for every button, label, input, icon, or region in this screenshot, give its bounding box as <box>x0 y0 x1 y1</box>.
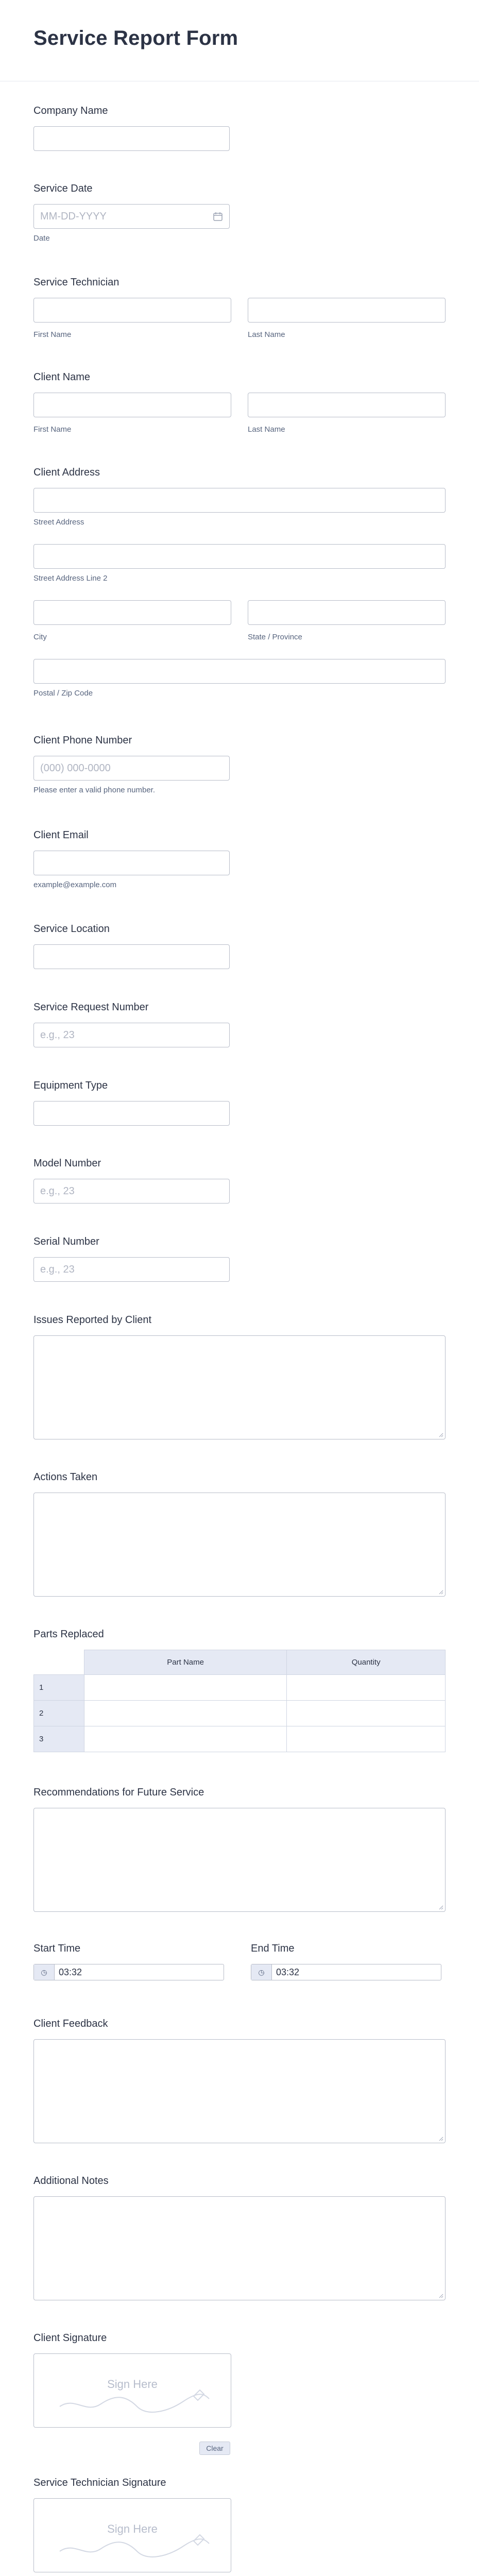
state-input[interactable] <box>248 600 446 625</box>
clock-icon: ◷ <box>251 1964 272 1980</box>
start-time-field <box>33 1943 224 1980</box>
service-date-placeholder: MM-DD-YYYY <box>40 211 107 222</box>
client-name-label: Client Name <box>33 371 91 383</box>
client-signature-field <box>33 2332 446 2452</box>
service-date-label: Service Date <box>33 183 93 194</box>
technician-first-name-sublabel: First Name <box>33 330 72 339</box>
recommendations-field <box>33 1787 446 1912</box>
additional-notes-field <box>33 2175 446 2300</box>
issues-reported-field <box>33 1314 446 1439</box>
client-signature-pad[interactable] <box>33 2353 231 2428</box>
resize-handle-icon[interactable] <box>438 1905 443 1910</box>
resize-handle-icon[interactable] <box>438 2293 443 2298</box>
recommendations-textarea[interactable] <box>33 1808 446 1912</box>
company-name-field <box>33 105 446 151</box>
column-header: Part Name <box>84 1650 287 1675</box>
client-address-field <box>33 467 446 698</box>
end-time-field <box>251 1943 441 1980</box>
parts-replaced-label: Parts Replaced <box>33 1629 104 1640</box>
actions-taken-field <box>33 1471 446 1597</box>
part-name-cell[interactable] <box>84 1701 287 1726</box>
client-signature-label: Client Signature <box>33 2332 107 2344</box>
client-first-name-input[interactable] <box>33 393 231 417</box>
company-name-input[interactable] <box>33 126 230 151</box>
row-header: 3 <box>34 1726 84 1752</box>
client-address-label: Client Address <box>33 467 100 478</box>
client-email-input[interactable] <box>33 851 230 875</box>
sign-here-placeholder: Sign Here <box>107 2378 158 2391</box>
service-request-number-input[interactable] <box>33 1023 230 1047</box>
form-title: Service Report Form <box>33 27 238 49</box>
serial-number-placeholder: e.g., 23 <box>40 1264 75 1275</box>
technician-label: Service Technician <box>33 277 119 288</box>
quantity-cell[interactable] <box>287 1726 446 1752</box>
equipment-type-field <box>33 1080 446 1126</box>
serial-number-input[interactable] <box>33 1257 230 1282</box>
start-time-input[interactable] <box>33 1964 224 1980</box>
parts-replaced-field <box>33 1629 446 1752</box>
client-last-name-sublabel: Last Name <box>248 425 285 434</box>
calendar-icon[interactable] <box>213 211 223 222</box>
signature-scribble-icon <box>55 2531 214 2562</box>
service-date-sublabel: Date <box>33 234 50 243</box>
client-feedback-label: Client Feedback <box>33 2018 108 2029</box>
clock-icon: ◷ <box>34 1964 55 1980</box>
column-header: Quantity <box>287 1650 446 1675</box>
additional-notes-label: Additional Notes <box>33 2175 109 2187</box>
client-email-label: Client Email <box>33 829 89 841</box>
additional-notes-textarea[interactable] <box>33 2196 446 2300</box>
start-time-value: 03:32 <box>59 1967 82 1977</box>
client-phone-label: Client Phone Number <box>33 735 132 746</box>
quantity-cell[interactable] <box>287 1675 446 1701</box>
street-address-input[interactable] <box>33 488 446 513</box>
client-email-sublabel: example@example.com <box>33 880 117 889</box>
row-header: 1 <box>34 1675 84 1701</box>
service-request-number-placeholder: e.g., 23 <box>40 1029 75 1041</box>
service-request-number-field <box>33 1002 446 1047</box>
serial-number-label: Serial Number <box>33 1236 99 1247</box>
company-name-label: Company Name <box>33 105 108 116</box>
issues-reported-label: Issues Reported by Client <box>33 1314 152 1326</box>
client-last-name-input[interactable] <box>248 393 446 417</box>
time-fields <box>33 1943 446 1980</box>
service-request-number-label: Service Request Number <box>33 1002 149 1013</box>
sign-here-placeholder: Sign Here <box>107 2522 158 2535</box>
issues-reported-textarea[interactable] <box>33 1335 446 1439</box>
service-date-field <box>33 183 446 243</box>
resize-handle-icon[interactable] <box>438 2136 443 2141</box>
client-first-name-sublabel: First Name <box>33 425 72 434</box>
table-row <box>34 1675 446 1701</box>
technician-signature-field <box>33 2477 446 2572</box>
parts-replaced-table <box>33 1650 446 1752</box>
part-name-cell[interactable] <box>84 1675 287 1701</box>
client-phone-sublabel: Please enter a valid phone number. <box>33 786 155 794</box>
resize-handle-icon[interactable] <box>438 1432 443 1437</box>
service-location-input[interactable] <box>33 944 230 969</box>
technician-signature-label: Service Technician Signature <box>33 2477 166 2488</box>
end-time-label: End Time <box>251 1943 295 1954</box>
client-feedback-field <box>33 2018 446 2143</box>
model-number-field <box>33 1158 446 1204</box>
equipment-type-input[interactable] <box>33 1101 230 1126</box>
technician-last-name-input[interactable] <box>248 298 446 323</box>
technician-signature-pad[interactable] <box>33 2498 231 2572</box>
part-name-cell[interactable] <box>84 1726 287 1752</box>
model-number-input[interactable] <box>33 1179 230 1204</box>
postal-code-input[interactable] <box>33 659 446 684</box>
actions-taken-textarea[interactable] <box>33 1493 446 1597</box>
signature-scribble-icon <box>55 2386 214 2417</box>
row-header: 2 <box>34 1701 84 1726</box>
technician-last-name-sublabel: Last Name <box>248 330 285 339</box>
state-sublabel: State / Province <box>248 633 302 641</box>
end-time-value: 03:32 <box>276 1967 300 1977</box>
service-location-field <box>33 923 446 969</box>
model-number-label: Model Number <box>33 1158 101 1169</box>
city-sublabel: City <box>33 633 47 641</box>
client-phone-input[interactable] <box>33 756 230 781</box>
form-header <box>0 0 479 81</box>
equipment-type-label: Equipment Type <box>33 1080 108 1091</box>
resize-handle-icon[interactable] <box>438 1589 443 1595</box>
client-signature-clear-button[interactable]: Clear <box>199 2442 230 2455</box>
technician-first-name-input[interactable] <box>33 298 231 323</box>
client-name-field <box>33 371 446 434</box>
serial-number-field <box>33 1236 446 1282</box>
model-number-placeholder: e.g., 23 <box>40 1185 75 1197</box>
street-address-2-sublabel: Street Address Line 2 <box>33 574 108 583</box>
actions-taken-label: Actions Taken <box>33 1471 98 1483</box>
client-email-field <box>33 829 446 889</box>
postal-code-sublabel: Postal / Zip Code <box>33 689 93 698</box>
street-address-sublabel: Street Address <box>33 518 84 527</box>
table-row <box>34 1701 446 1726</box>
recommendations-label: Recommendations for Future Service <box>33 1787 204 1798</box>
table-corner <box>34 1650 84 1675</box>
start-time-label: Start Time <box>33 1943 81 1954</box>
client-feedback-textarea[interactable] <box>33 2039 446 2143</box>
service-date-input[interactable] <box>33 204 230 229</box>
end-time-input[interactable] <box>251 1964 441 1980</box>
city-input[interactable] <box>33 600 231 625</box>
service-location-label: Service Location <box>33 923 110 935</box>
client-phone-field <box>33 735 446 794</box>
client-phone-placeholder: (000) 000-0000 <box>40 762 111 774</box>
street-address-2-input[interactable] <box>33 544 446 569</box>
table-row <box>34 1726 446 1752</box>
quantity-cell[interactable] <box>287 1701 446 1726</box>
technician-field <box>33 277 446 339</box>
